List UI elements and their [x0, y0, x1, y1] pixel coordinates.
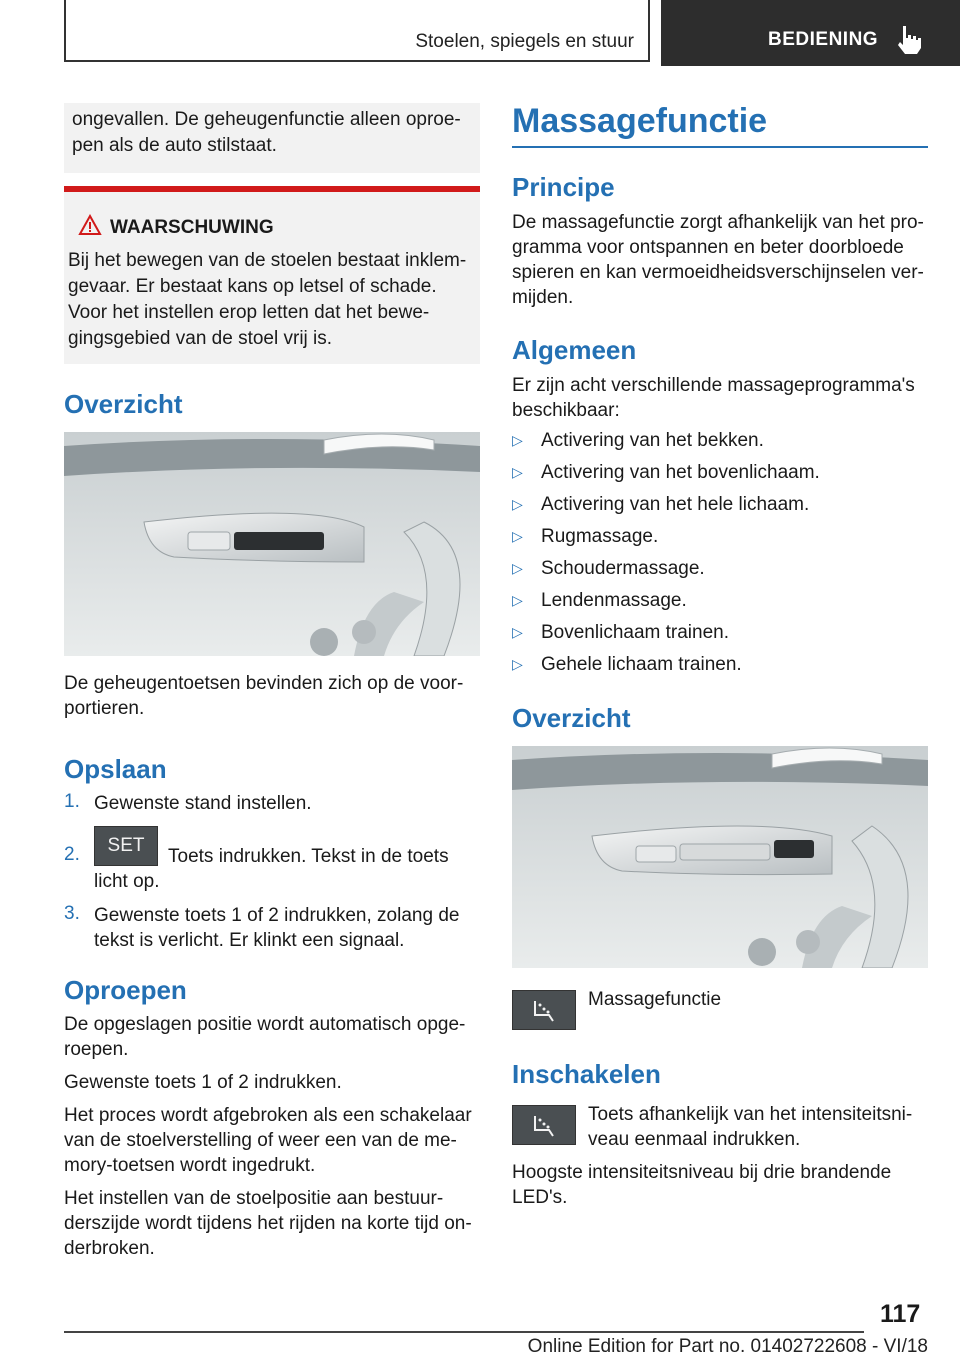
- paragraph-line: beschikbaar:: [512, 400, 620, 421]
- list-item: [512, 588, 928, 614]
- step-number: 3.: [64, 903, 80, 924]
- massage-seat-icon: [513, 991, 575, 1029]
- step-text: tekst is verlicht. Er klinkt een signaal.: [94, 930, 405, 951]
- triangle-bullet-icon: ▷: [512, 624, 523, 640]
- list-item: [512, 460, 928, 486]
- massage-button-image: [512, 1105, 576, 1145]
- paragraph-line: spieren en kan vermoeidheidsverschijnselen ver-: [512, 262, 924, 283]
- list-item: [512, 492, 928, 518]
- warning-text-line: gingsgebied van de stoel vrij is.: [68, 328, 333, 349]
- step-number: 2.: [64, 844, 80, 865]
- header-section-title: Stoelen, spiegels en stuur: [415, 31, 634, 52]
- paragraph-line: LED's.: [512, 1187, 568, 1208]
- page-number: 117: [880, 1300, 921, 1328]
- paragraph-line: derszijde wordt tijdens het rijden na korte tijd on-: [64, 1213, 472, 1234]
- paragraph-line: veau eenmaal indrukken.: [588, 1129, 801, 1150]
- photo-caption-line: De geheugentoetsen bevinden zich op de voor-: [64, 673, 464, 694]
- step-number: 1.: [64, 791, 80, 812]
- paragraph-line: van de stoelverstelling of weer een van de me-: [64, 1130, 457, 1151]
- massage-button-image: [512, 990, 576, 1030]
- step-text: Gewenste stand instellen.: [94, 793, 312, 814]
- set-button-label: SET: [107, 835, 145, 856]
- triangle-bullet-icon: ▷: [512, 464, 523, 480]
- list-item-text: Gehele lichaam trainen.: [541, 654, 742, 675]
- warning-text-line: Voor het instellen erop letten dat het bewe-: [68, 302, 430, 323]
- step-text: licht op.: [94, 871, 160, 892]
- intro-note-line: pen als de auto stilstaat.: [72, 135, 277, 156]
- list-item-text: Schoudermassage.: [541, 558, 705, 579]
- set-button-image: [94, 826, 158, 866]
- paragraph-line: Er zijn acht verschillende massageprogramma's: [512, 375, 915, 396]
- warning-box: [64, 186, 480, 364]
- step-text: Gewenste toets 1 of 2 indrukken, zolang de: [94, 905, 460, 926]
- triangle-bullet-icon: ▷: [512, 592, 523, 608]
- list-item-text: Lendenmassage.: [541, 590, 687, 611]
- triangle-bullet-icon: ▷: [512, 528, 523, 544]
- section-heading-oproepen: Oproepen: [64, 975, 187, 1005]
- massage-button-photo: [512, 746, 928, 968]
- list-item: [512, 428, 928, 454]
- intro-note-box: [64, 103, 480, 173]
- paragraph-line: derbroken.: [64, 1238, 155, 1259]
- list-item-text: Activering van het bekken.: [541, 430, 764, 451]
- footer-divider: [64, 1331, 864, 1333]
- paragraph-line: Toets afhankelijk van het intensiteitsni-: [588, 1104, 913, 1125]
- list-item-text: Activering van het hele lichaam.: [541, 494, 810, 515]
- section-heading-overzicht: Overzicht: [64, 389, 183, 419]
- paragraph-line: mijden.: [512, 287, 574, 308]
- door-panel-illustration: [64, 432, 480, 656]
- section-heading-overzicht-2: Overzicht: [512, 703, 631, 733]
- section-heading-algemeen: Algemeen: [512, 335, 637, 365]
- step-text: Toets indrukken. Tekst in de toets: [168, 846, 449, 867]
- icon-caption: Massagefunctie: [588, 989, 722, 1010]
- footer-edition: Online Edition for Part no. 01402722608 - VI/18: [527, 1336, 928, 1357]
- triangle-bullet-icon: ▷: [512, 656, 523, 672]
- warning-title: WAARSCHUWING: [110, 217, 274, 238]
- paragraph-line: De massagefunctie zorgt afhankelijk van het pro-: [512, 212, 924, 233]
- triangle-bullet-icon: ▷: [512, 560, 523, 576]
- paragraph-line: Het instellen van de stoelpositie aan bestuur-: [64, 1188, 444, 1209]
- massage-seat-icon: [513, 1106, 575, 1144]
- list-item-text: Bovenlichaam trainen.: [541, 622, 729, 643]
- section-heading-opslaan: Opslaan: [64, 754, 167, 784]
- header-chapter-tab: [661, 0, 960, 66]
- page-header: [0, 0, 960, 66]
- intro-note-line: ongevallen. De geheugenfunctie alleen oproe-: [72, 109, 461, 130]
- list-item-text: Activering van het bovenlichaam.: [541, 462, 820, 483]
- page-title: Massagefunctie: [512, 102, 768, 140]
- paragraph-line: Hoogste intensiteitsniveau bij drie brandende: [512, 1162, 892, 1183]
- paragraph-line: gramma voor ontspannen en beter doorbloede: [512, 237, 904, 258]
- list-item: [512, 524, 928, 550]
- warning-triangle-icon: [78, 214, 102, 236]
- list-item: [512, 556, 928, 582]
- list-item: [512, 652, 928, 678]
- warning-text-line: gevaar. Er bestaat kans op letsel of schade.: [68, 276, 437, 297]
- paragraph-line: Gewenste toets 1 of 2 indrukken.: [64, 1072, 342, 1093]
- paragraph-line: roepen.: [64, 1039, 129, 1060]
- section-heading-principe: Principe: [512, 172, 615, 202]
- photo-caption-line: portieren.: [64, 698, 145, 719]
- header-chapter-label: BEDIENING: [768, 29, 879, 50]
- section-heading-inschakelen: Inschakelen: [512, 1059, 661, 1089]
- memory-buttons-photo: [64, 432, 480, 656]
- triangle-bullet-icon: ▷: [512, 496, 523, 512]
- paragraph-line: Het proces wordt afgebroken als een schakelaar: [64, 1105, 472, 1126]
- list-item-text: Rugmassage.: [541, 526, 659, 547]
- door-panel-illustration: [512, 746, 928, 968]
- triangle-bullet-icon: ▷: [512, 432, 523, 448]
- title-underline: [512, 146, 928, 148]
- paragraph-line: De opgeslagen positie wordt automatisch opge-: [64, 1014, 466, 1035]
- header-section-frame: [64, 0, 650, 62]
- paragraph-line: mory-toetsen wordt ingedrukt.: [64, 1155, 316, 1176]
- list-item: [512, 620, 928, 646]
- pointing-hand-icon: [895, 24, 923, 56]
- warning-text-line: Bij het bewegen van de stoelen bestaat inklem-: [68, 250, 467, 271]
